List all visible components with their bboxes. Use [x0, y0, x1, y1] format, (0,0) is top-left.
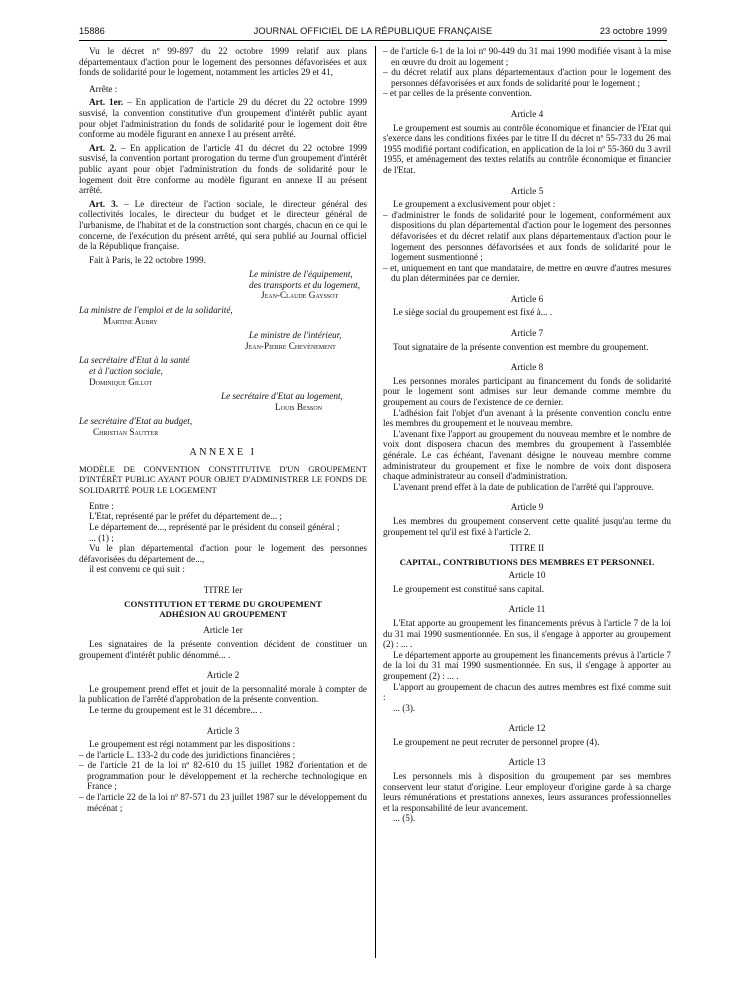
article-body: L'avenant prend effet à la date de publication de l'arrêté qui l'approuve. [393, 481, 654, 492]
titre-1-subtitle: CONSTITUTION ET TERME DU GROUPEMENT ADHÉSION AU GROUPEMENT [124, 598, 322, 619]
signature-block-emploi [79, 305, 367, 326]
signature-name: Dominique Gillot [89, 376, 153, 387]
convenu-line: il est convenu ce qui suit : [89, 564, 185, 575]
signature-name: Christian Sautter [93, 427, 159, 437]
article-heading: Article 6 [510, 293, 544, 304]
signature-block-budget [79, 416, 367, 437]
list-item: – et, uniquement en tant que mandataire, de mettre en œuvre d'autres mesures du plan déterminées par ce dernier. [383, 262, 671, 284]
signature-name: Jean-Pierre Chevènement [245, 340, 336, 351]
column-divider [375, 46, 376, 958]
article-body: L'avenant fixe l'apport au groupement du nouveau membre et le nombre de voix dont disposera chacun des membres du groupement à l'assemblée générale. Le cas échéant, l'avenant désigne le nouveau membre comme administrateur du groupement et fixe le nombre de voix dont disposera chaque administrateur au conseil d'administration. [383, 428, 671, 482]
publication-date: 23 octobre 1999 [599, 26, 667, 36]
list-item: – et par celles de la présente convention. [383, 88, 532, 99]
titre-2-heading: TITRE II [509, 543, 545, 554]
article-body: Le département apporte au groupement les financements prévus à l'article 7 de la loi du 31 mai 1990 susmentionnée. En sus, il s'engage à apporter au groupement (2) : ... . [383, 649, 671, 681]
article-heading: Article 4 [510, 108, 544, 119]
vu-plan-paragraph: Vu le plan départemental d'action pour le logement des personnes défavorisées du département de..., [79, 543, 367, 564]
article-1-label: Art. 1er. [89, 97, 124, 108]
list-item: – de l'article L. 133-2 du code des juridictions financières ; [79, 749, 296, 760]
article-heading: Article 9 [510, 502, 544, 513]
note-1-line: ... (1) ; [89, 532, 114, 543]
article-body: Le groupement prend effet et jouit de la personnalité morale à compter de la publication de l'arrêté d'approbation de la présente convention. [79, 683, 367, 705]
signature-name: Louis Besson [275, 401, 323, 412]
list-item: – de l'article 6-1 de la loi nº 90-449 du 31 mai 1990 modifiée visant à la mise en œuvre du droit au logement ; [383, 46, 671, 67]
entre-line: Entre : [89, 500, 114, 511]
list-item: – de l'article 21 de la loi nº 82-610 du 15 juillet 1982 d'orientation et de programmation pour le développement et la recherche technologique en France ; [79, 760, 367, 792]
article-1-paragraph [79, 97, 367, 139]
article-body: Le terme du groupement est le 31 décembre... . [89, 704, 262, 715]
article-heading: Article 1er [203, 625, 243, 636]
list-item: – du décret relatif aux plans départementaux d'action pour le logement des personnes défavorisées et aux fonds de solidarité pour le logement ; [383, 67, 671, 88]
article-body: L'adhésion fait l'objet d'un avenant à la présente convention conclu entre les membres du groupement et le nouveau membre. [383, 407, 671, 429]
model-title: MODÈLE DE CONVENTION CONSTITUTIVE D'UN GROUPEMENT D'INTÉRÊT PUBLIC AYANT POUR OBJET D'ADMINISTRER LE FONDS DE SOLIDARITÉ POUR LE LOGEMENT [79, 464, 367, 495]
article-body: Le groupement ne peut recruter de personnel propre (4). [393, 736, 600, 747]
etat-line: L'Etat, représenté par le préfet du département de... ; [89, 511, 282, 522]
article-body: ... (5). [393, 813, 416, 824]
article-body: ... (3). [393, 702, 416, 713]
arrete-line: Arrête : [89, 83, 118, 94]
left-column [79, 46, 367, 813]
article-heading: Article 12 [508, 723, 546, 734]
article-body: Tout signataire de la présente convention est membre du groupement. [393, 341, 649, 352]
article-3-label: Art. 3. [89, 198, 118, 209]
article-2-paragraph [79, 143, 367, 196]
article-body: Le groupement a exclusivement pour objet : [393, 199, 556, 210]
article-heading: Article 13 [508, 757, 546, 768]
right-column [383, 46, 671, 824]
list-item: – de l'article 22 de la loi nº 87-571 du 23 juillet 1987 sur le développement du mécénat ; [79, 792, 367, 813]
article-body: Les personnes morales participant au financement du fonds de solidarité pour le logement sont admises sur leur demande comme membre du groupement au cours de l'existence de ce dernier. [383, 375, 671, 408]
signature-title: et à l'action sociale, [89, 366, 163, 377]
article-3-text: – Le directeur de l'action sociale, le directeur général des collectivités locales, le directeur du budget et le directeur général de l'urbanisme, de l'habitat et de la construction sont chargés, chacun en ce qui le concerne, de l'exécution du présent arrêté, qui sera publié au Journal officiel de la République française. [79, 198, 367, 252]
article-body: L'apport au groupement de chacun des autres membres est fixé comme suit : [383, 681, 671, 703]
signature-title: Le secrétaire d'Etat au budget, [79, 416, 193, 427]
article-body: Les personnels mis à disposition du groupement par ses membres conservent leur statut d'origine. Leur employeur d'origine garde à sa charge leurs rémunérations et prestations annexes, leurs assurances professionnelles et la responsabilité de leur avancement. [383, 771, 671, 813]
article-body: Le groupement est régi notamment par les dispositions : [89, 739, 296, 750]
list-item: – d'administrer le fonds de solidarité pour le logement, conformément aux dispositions du plan départemental d'action pour le logement des personnes défavorisées et du décret relatif aux plans départementaux d'action pour le logement des personnes défavorisées et aux fonds de solidarité pour le logement susmentionné ; [383, 209, 671, 263]
titre-2-subtitle: CAPITAL, CONTRIBUTIONS DES MEMBRES ET PERSONNEL [399, 556, 655, 567]
article-body: Le siège social du groupement est fixé à... . [393, 307, 553, 318]
article-heading: Article 2 [206, 670, 240, 681]
signature-name: Jean-Claude Gayssot [261, 290, 339, 301]
article-heading: Article 7 [510, 328, 544, 339]
article-heading: Article 5 [510, 185, 544, 196]
annexe-heading: ANNEXE I [189, 446, 257, 458]
signature-block-equipement [249, 269, 367, 301]
article-3-paragraph [79, 199, 367, 252]
page-number: 15886 [79, 26, 105, 36]
page-header [79, 26, 667, 41]
signature-title: des transports et du logement, [249, 279, 361, 290]
article-body: Le groupement est constitué sans capital. [393, 583, 545, 594]
signature-title: Le secrétaire d'Etat au logement, [221, 391, 343, 402]
signature-title: Le ministre de l'équipement, [249, 269, 353, 280]
article-heading: Article 8 [510, 362, 544, 373]
article-body: Le groupement est soumis au contrôle économique et financier de l'Etat qui s'exerce dans les conditions fixées par le titre II du décret nº 55-733 du 26 mai 1955 modifié portant codification, en application de la loi nº 55-360 du 3 avril 1955, et aménagement des textes relatifs au contrôle économique et financier de l'Etat. [383, 122, 671, 175]
signature-block-logement [221, 391, 367, 412]
article-heading: Article 11 [508, 604, 546, 615]
titre-1-heading: TITRE Ier [203, 584, 243, 595]
article-body: Les membres du groupement conservent cette qualité jusqu'au terme du groupement tel qu'il est fixé à l'article 2. [383, 515, 671, 537]
departement-line: Le département de..., représenté par le président du conseil général ; [89, 521, 340, 532]
signature-block-interieur [245, 330, 367, 351]
fait-line: Fait à Paris, le 22 octobre 1999. [89, 254, 206, 265]
signature-title: La secrétaire d'Etat à la santé [79, 355, 190, 366]
article-2-text: – En application de l'article 41 du décret du 22 octobre 1999 susvisé, la convention portant prorogation du terme d'un groupement d'intérêt public ayant pour objet l'administration du fonds de solidarité pour le logement doit être conforme au modèle figurant en annexe II au présent arrêté. [79, 142, 368, 196]
signature-block-sante [79, 355, 367, 387]
journal-title: JOURNAL OFFICIEL DE LA RÉPUBLIQUE FRANÇAISE [253, 26, 493, 36]
article-body: Les signataires de la présente convention décident de constituer un groupement d'intérêt public dénommé... . [79, 638, 367, 660]
article-body: L'Etat apporte au groupement les financements prévus à l'article 7 de la loi du 31 mai 1990 susmentionnée. En sus, il s'engage à apporter au groupement (2) : ... . [383, 617, 671, 650]
article-heading: Article 3 [206, 725, 240, 736]
signature-name: Martine Aubry [103, 315, 158, 326]
article-1-text: – En application de l'article 29 du décret du 22 octobre 1999 susvisé, la convention constitutive d'un groupement d'intérêt public ayant pour objet l'administration du fonds de solidarité pour le logement doit être conforme au modèle figurant en annexe I au présent arrêté. [79, 97, 368, 140]
signature-title: La ministre de l'emploi et de la solidarité, [79, 305, 233, 316]
signature-title: Le ministre de l'intérieur, [249, 330, 342, 341]
vu-paragraph: Vu le décret nº 99-897 du 22 octobre 1999 relatif aux plans départementaux d'action pour le logement des personnes défavorisées et aux fonds de solidarité pour le logement, notamment les articles 29 et 41, [79, 46, 367, 78]
article-heading: Article 10 [508, 570, 546, 581]
article-2-label: Art. 2. [89, 142, 117, 153]
